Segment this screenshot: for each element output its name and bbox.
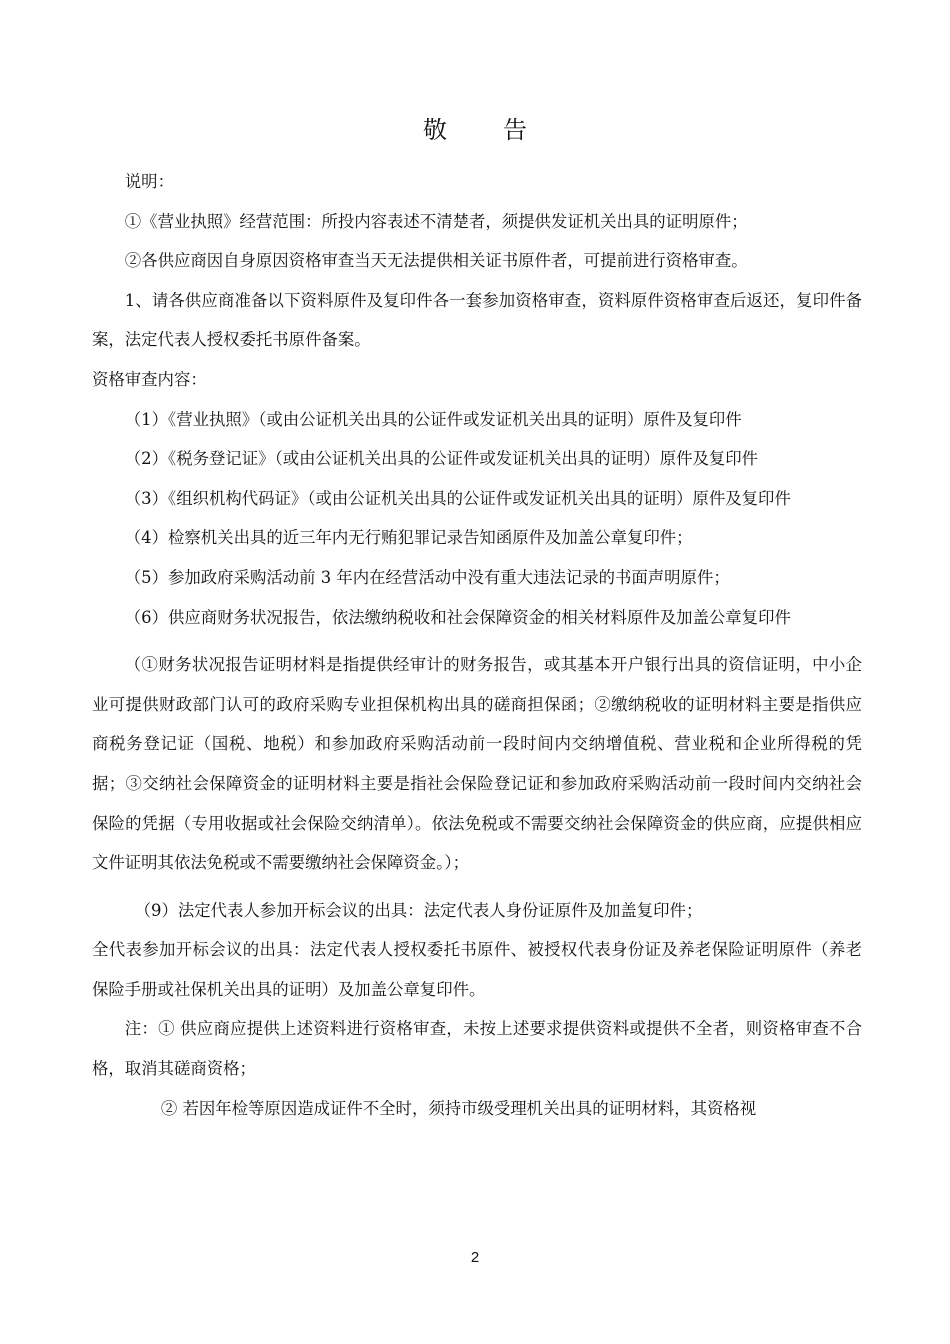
- paragraph-review-3: （3）《组织机构代码证》（或由公证机关出具的公证件或发证机关出具的证明）原件及复印件: [124, 488, 791, 508]
- paragraph-review-4: （4）检察机关出具的近三年内无行贿犯罪记录告知函原件及加盖公章复印件；: [124, 528, 693, 548]
- paragraph-review-2: （2）《税务登记证》（或由公证机关出具的公证件或发证机关出具的证明）原件及复印件: [124, 449, 759, 469]
- paragraph-financial-details: （①财务状况报告证明材料是指提供经审计的财务报告，或其基本开户银行出具的资信证明，中小企业可提供财政部门认可的政府采购专业担保机构出具的磋商担保函；②缴纳税收的证明材料主要是指供应商税务登记证（国税、地税）和参加政府采购活动前一段时间内交纳增值税、营业税和企业所得税的凭据；③交纳社会保障资金的证明材料主要是指社会保险登记证和参加政府采购活动前一段时间内交纳社会保险的凭据（专用收据或社会保险交纳清单）。依法免税或不需要交纳社会保障资金的供应商，应提供相应文件证明其依法免税或不需要缴纳社会保障资金。）；: [92, 655, 862, 873]
- paragraph-review-5: （5）参加政府采购活动前 3 年内在经营活动中没有重大违法记录的书面声明原件；: [124, 567, 730, 587]
- paragraph-note-1: ①《营业执照》经营范围：所投内容表述不清楚者，须提供发证机关出具的证明原件；: [124, 211, 748, 231]
- paragraph-note-2: ②各供应商因自身原因资格审查当天无法提供相关证书原件者，可提前进行资格审查。: [124, 251, 748, 271]
- paragraph-note-warning-1: 注：① 供应商应提供上述资料进行资格审查，未按上述要求提供资料或提供不全者，则资格审查不合格，取消其磋商资格；: [92, 1019, 862, 1079]
- document-body: [92, 162, 862, 1128]
- paragraph-review-1: （1）《营业执照》（或由公证机关出具的公证件或发证机关出具的证明）原件及复印件: [124, 409, 742, 429]
- paragraph-review-heading: 资格审查内容：: [92, 369, 207, 389]
- paragraph-review-6: （6）供应商财务状况报告，依法缴纳税收和社会保障资金的相关材料原件及加盖公章复印件: [124, 607, 791, 627]
- paragraph-note-heading: 说明：: [124, 172, 174, 191]
- paragraph-item-1: 1、请各供应商准备以下资料原件及复印件各一套参加资格审查，资料原件资格审查后返还，复印件备案，法定代表人授权委托书原件备案。: [92, 290, 862, 350]
- paragraph-note-warning-2: ② 若因年检等原因造成证件不全时，须持市级受理机关出具的证明材料，其资格视: [160, 1098, 757, 1118]
- paragraph-review-9: （9）法定代表人参加开标会议的出具：法定代表人身份证原件及加盖复印件；: [134, 900, 703, 920]
- page-title: 敬告: [423, 116, 583, 144]
- page-number: 2: [470, 1249, 480, 1266]
- paragraph-representative: 全代表参加开标会议的出具：法定代表人授权委托书原件、被授权代表身份证及养老保险证明原件（养老保险手册或社保机关出具的证明）及加盖公章复印件。: [92, 940, 862, 999]
